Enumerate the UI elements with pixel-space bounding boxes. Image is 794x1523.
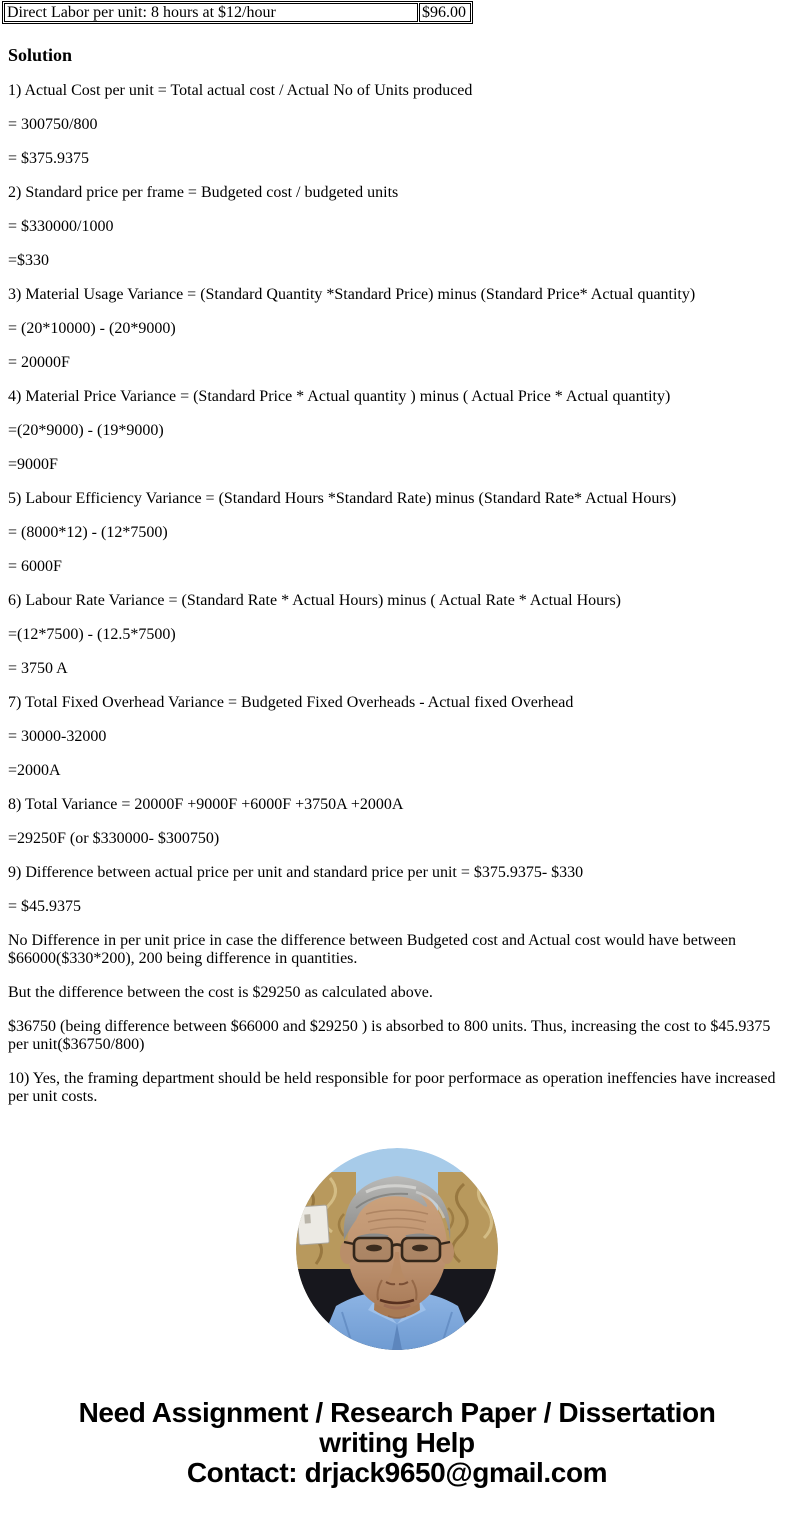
solution-paragraph: =$330 (8, 252, 50, 269)
footer-promo-heading (8, 1398, 786, 1488)
solution-paragraph: 6) Labour Rate Variance = (Standard Rate * Actual Hours) minus ( Actual Rate * Actual Hours) (8, 592, 622, 609)
promo-contact-line: Contact: drjack9650@gmail.com (186, 1457, 608, 1488)
solution-paragraph: 1) Actual Cost per unit = Total actual cost / Actual No of Units produced (8, 82, 473, 99)
solution-paragraph: 3) Material Usage Variance = (Standard Quantity *Standard Price) minus (Standard Price* Actual quantity) (8, 286, 696, 303)
solution-paragraph: But the difference between the cost is $29250 as calculated above. (8, 984, 433, 1001)
solution-paragraph: =29250F (or $330000- $300750) (8, 830, 220, 847)
solution-paragraph: 5) Labour Efficiency Variance = (Standard Hours *Standard Rate) minus (Standard Rate* Actual Hours) (8, 490, 677, 507)
solution-paragraph: = (20*10000) - (20*9000) (8, 320, 176, 337)
solution-paragraph: =(20*9000) - (19*9000) (8, 422, 164, 439)
solution-paragraph: = (8000*12) - (12*7500) (8, 524, 168, 541)
tutor-photo-icon (296, 1148, 498, 1350)
solution-paragraph: = 20000F (8, 354, 70, 371)
cost-item-value: $96.00 (419, 3, 471, 22)
solution-paragraph: 7) Total Fixed Overhead Variance = Budgeted Fixed Overheads - Actual fixed Overhead (8, 694, 574, 711)
solution-paragraph: = 30000-32000 (8, 728, 107, 745)
solution-paragraph: = $375.9375 (8, 150, 90, 167)
promo-line-2: writing Help (319, 1427, 475, 1458)
solution-paragraph: =(12*7500) - (12.5*7500) (8, 626, 176, 643)
solution-paragraph: 2) Standard price per frame = Budgeted cost / budgeted units (8, 184, 399, 201)
solution-paragraph: = 6000F (8, 558, 62, 575)
solution-paragraph: 10) Yes, the framing department should be held responsible for poor performace as operation ineffencies have increased per unit costs. (8, 1070, 776, 1105)
cost-item-label: Direct Labor per unit: 8 hours at $12/hour (4, 3, 418, 22)
solution-paragraph: 9) Difference between actual price per unit and standard price per unit = $375.9375- $330 (8, 864, 584, 881)
solution-paragraph: 8) Total Variance = 20000F +9000F +6000F +3750A +2000A (8, 796, 404, 813)
solution-paragraph: = 3750 A (8, 660, 68, 677)
cost-table (2, 1, 473, 24)
solution-paragraph: 4) Material Price Variance = (Standard Price * Actual quantity ) minus ( Actual Price * Actual quantity) (8, 388, 671, 405)
promo-line-1: Need Assignment / Research Paper / Dissertation (78, 1397, 716, 1428)
solution-heading: Solution (8, 45, 73, 65)
solution-paragraph: $36750 (being difference between $66000 and $29250 ) is absorbed to 800 units. Thus, increasing the cost to $45.9375 per unit($36750/800) (8, 1018, 771, 1053)
avatar-section (0, 1148, 794, 1350)
solution-paragraph: No Difference in per unit price in case the difference between Budgeted cost and Actual cost would have between $66000($330*200), 200 being difference in quantities. (8, 932, 737, 967)
solution-paragraph: =2000A (8, 762, 61, 779)
solution-paragraph: = $330000/1000 (8, 218, 114, 235)
table-row (4, 3, 471, 22)
solution-body (0, 82, 794, 1106)
solution-paragraph: =9000F (8, 456, 58, 473)
solution-paragraph: = 300750/800 (8, 116, 98, 133)
solution-paragraph: = $45.9375 (8, 898, 82, 915)
